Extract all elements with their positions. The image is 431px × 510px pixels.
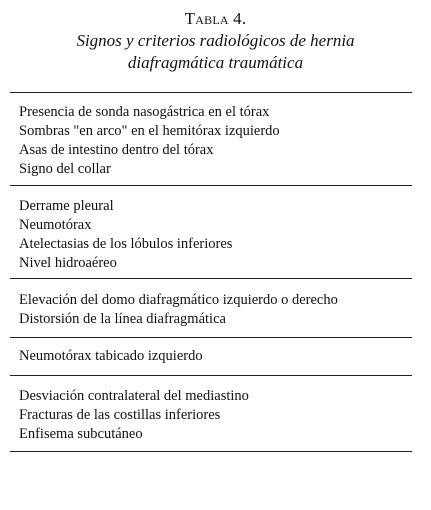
list-item: Signo del collar <box>19 161 111 177</box>
rule-top <box>10 92 412 93</box>
list-item: Derrame pleural <box>19 198 114 214</box>
list-item: Neumotórax <box>19 217 92 233</box>
list-item: Neumotórax tabicado izquierdo <box>19 348 203 364</box>
list-item: Presencia de sonda nasogástrica en el tórax <box>19 104 270 120</box>
list-item: Fracturas de las costillas inferiores <box>19 407 221 423</box>
list-item: Sombras "en arco" en el hemitórax izquierdo <box>19 123 280 139</box>
list-item: Distorsión de la línea diafragmática <box>19 311 226 327</box>
list-item: Enfisema subcutáneo <box>19 426 143 442</box>
rule-divider <box>10 337 412 338</box>
table-caption <box>0 9 431 73</box>
group-3 <box>19 291 414 329</box>
list-item: Desviación contralateral del mediastino <box>19 388 249 404</box>
group-5 <box>19 387 414 444</box>
table-label: Tabla 4. <box>184 9 247 28</box>
group-1 <box>19 103 414 179</box>
list-item: Elevación del domo diafragmático izquierdo o derecho <box>19 292 338 308</box>
group-2 <box>19 197 414 273</box>
rule-divider <box>10 375 412 376</box>
list-item: Asas de intestino dentro del tórax <box>19 142 214 158</box>
group-4 <box>19 347 414 366</box>
list-item: Atelectasias de los lóbulos inferiores <box>19 236 233 252</box>
table-title-line-1: Signos y criterios radiológicos de hernia <box>76 31 355 50</box>
list-item: Nivel hidroaéreo <box>19 255 117 271</box>
table-title-line-2: diafragmática traumática <box>127 53 304 72</box>
rule-divider <box>10 278 412 279</box>
rule-divider <box>10 185 412 186</box>
rule-bottom <box>10 451 412 452</box>
